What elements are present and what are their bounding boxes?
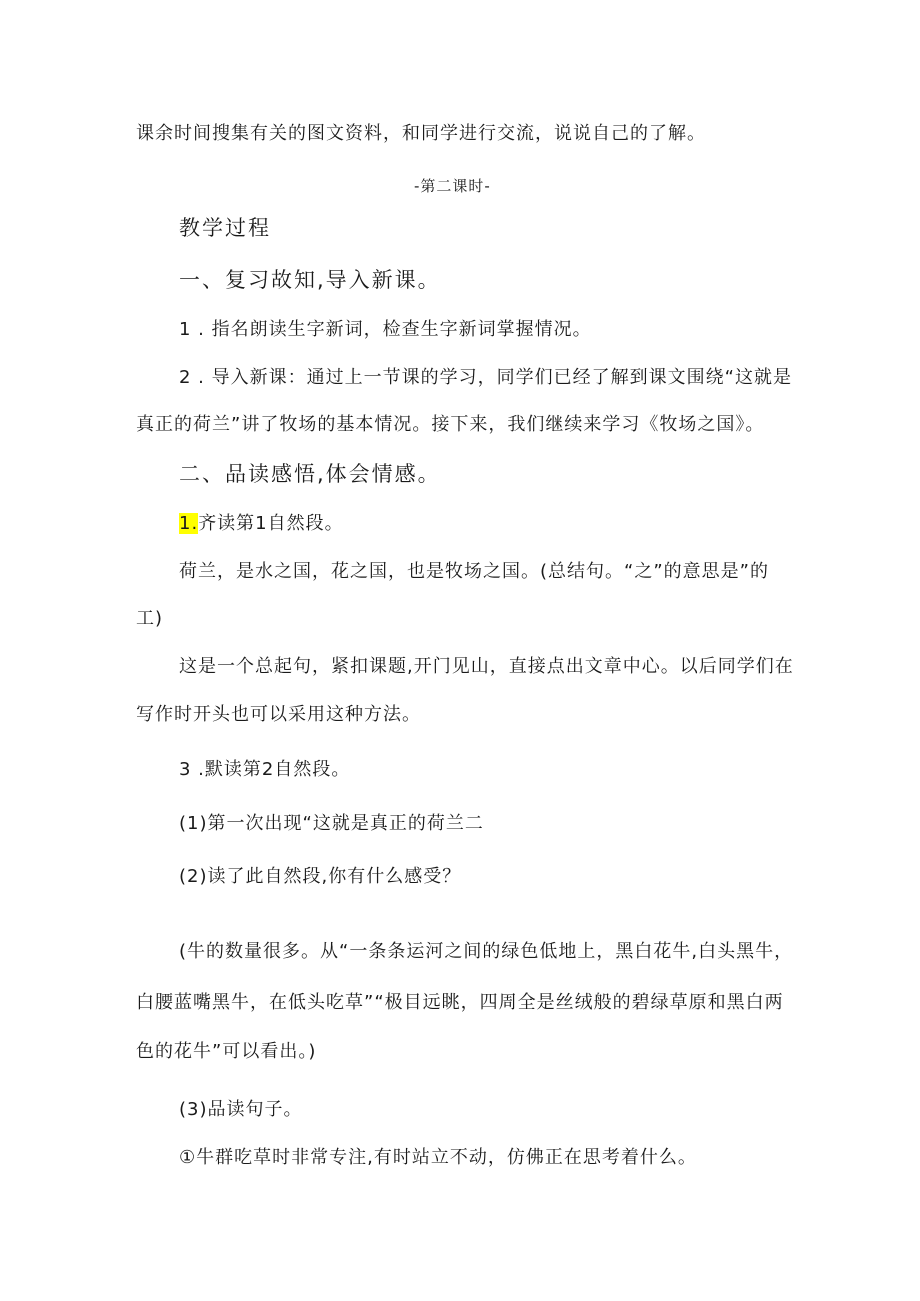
paragraph-text: 齐读第1自然段。 bbox=[198, 513, 344, 534]
paragraph-line: 色的花牛”可以看出。) bbox=[136, 1041, 317, 1062]
paragraph-line: 3 .默读第2自然段。 bbox=[179, 759, 351, 780]
paragraph-line: ①牛群吃草时非常专注,有时站立不动，仿佛正在思考着什么。 bbox=[179, 1147, 697, 1168]
paragraph-line: 真正的荷兰”讲了牧场的基本情况。接下来，我们继续来学习《牧场之国》。 bbox=[136, 414, 765, 435]
paragraph-line: (牛的数量很多。从“一条条运河之间的绿色低地上，黑白花牛,白头黑牛， bbox=[179, 941, 794, 962]
paragraph-line: (1)第一次出现“这就是真正的荷兰二 bbox=[179, 813, 484, 834]
heading-part-two: 二、品读感悟,体会情感。 bbox=[179, 462, 441, 486]
heading-teaching-process: 教学过程 bbox=[179, 216, 271, 240]
paragraph-line: 1 . 指名朗读生字新词，检查生字新词掌握情况。 bbox=[179, 319, 592, 340]
paragraph-line: 课余时间搜集有关的图文资料，和同学进行交流，说说自己的了解。 bbox=[136, 123, 706, 144]
paragraph-line bbox=[179, 512, 344, 536]
paragraph-line: (2)读了此自然段,你有什么感受？ bbox=[179, 866, 462, 887]
paragraph-line: 荷兰，是水之国，花之国，也是牧场之国。(总结句。“之”的意思是”的 bbox=[179, 561, 769, 582]
paragraph-line: 工) bbox=[136, 608, 164, 629]
paragraph-line: 2 . 导入新课：通过上一节课的学习，同学们已经了解到课文围绕“这就是 bbox=[179, 367, 792, 388]
heading-part-one: 一、复习故知,导入新课。 bbox=[179, 268, 441, 292]
highlighted-number: 1. bbox=[179, 513, 199, 534]
paragraph-line: 白腰蓝嘴黑牛，在低头吃草”“极目远眺，四周全是丝绒般的碧绿草原和黑白两 bbox=[136, 992, 784, 1013]
paragraph-line: (3)品读句子。 bbox=[179, 1099, 303, 1120]
paragraph-line: 写作时开头也可以采用这种方法。 bbox=[136, 704, 421, 725]
paragraph-line: 这是一个总起句，紧扣课题,开门见山，直接点出文章中心。以后同学们在 bbox=[179, 656, 794, 677]
section-heading: -第二课时- bbox=[414, 177, 491, 195]
